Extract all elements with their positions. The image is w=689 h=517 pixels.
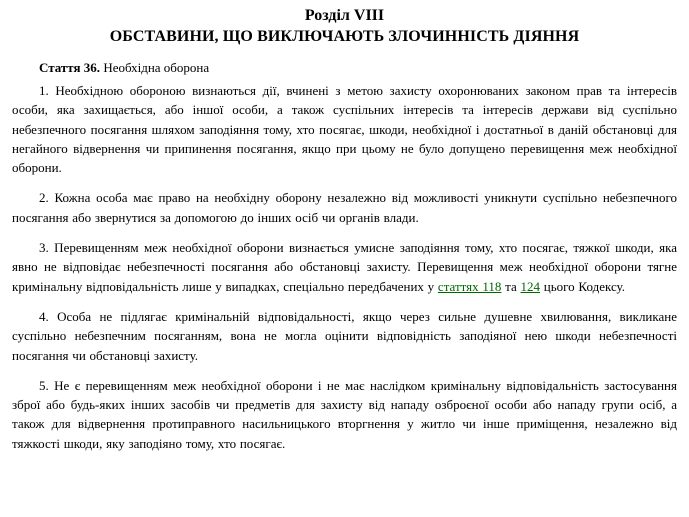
paragraph-3-text-mid: та bbox=[501, 278, 521, 294]
paragraph-3-text-start: 3. Перевищенням меж необхідної оборони визнається умисне заподіяння тому, хто посягає, тяжкої шкоди, яка явно не відповідає небезпечності посягання або обстановці захисту. Перевищення меж необхідної оборони тягне кримінальну відповідальність лише у випадках, спеціально передбачених у bbox=[12, 240, 677, 294]
article-118-link[interactable]: статтях 118 bbox=[437, 278, 502, 294]
section-title: Розділ VIII bbox=[304, 7, 385, 24]
paragraph-3 bbox=[12, 238, 677, 296]
article-label: Стаття 36. bbox=[39, 60, 101, 75]
article-124-link[interactable]: 124 bbox=[520, 278, 541, 294]
article-name: Необхідна оборона bbox=[100, 60, 210, 75]
section-subtitle: ОБСТАВИНИ, ЩО ВИКЛЮЧАЮТЬ ЗЛОЧИННІСТЬ ДІЯННЯ bbox=[109, 28, 580, 45]
paragraph-5: 5. Не є перевищенням меж необхідної оборони і не має наслідком кримінальну відповідальність застосування зброї або будь-яких інших засобів чи предметів для захисту від нападу озброєної особи або нападу групи осіб, а також для відвернення протиправного насильницького вторгнення у житло чи інше приміщення, незалежно від тяжкості шкоди, яку заподіяно тому, хто посягає. bbox=[12, 377, 677, 451]
paragraph-2: 2. Кожна особа має право на необхідну оборону незалежно від можливості уникнути суспільно небезпечного посягання або звернутися за допомогою до інших осіб чи органів влади. bbox=[12, 190, 677, 225]
paragraph-3-text-end: цього Кодексу. bbox=[540, 278, 625, 294]
paragraph-1: 1. Необхідною обороною визнаються дії, вчинені з метою захисту охоронюваних законом прав та інтересів особи, яка захищається, або іншої особи, а також суспільних інтересів та інтересів держави від суспільно небезпечного посягання шляхом заподіяння тому, хто посягає, шкоди, необхідної і достатньої в даній обстановці для негайного відвернення чи припинення посягання, якщо при цьому не було допущено перевищення меж необхідної оборони. bbox=[12, 83, 677, 176]
article-heading bbox=[12, 58, 677, 77]
paragraph-4: 4. Особа не підлягає кримінальній відповідальності, якщо через сильне душевне хвилювання, викликане суспільно небезпечним посяганням, вона не могла оцінити відповідність заподіяної нею шкоди небезпечності посягання чи обстановці захисту. bbox=[12, 308, 677, 363]
